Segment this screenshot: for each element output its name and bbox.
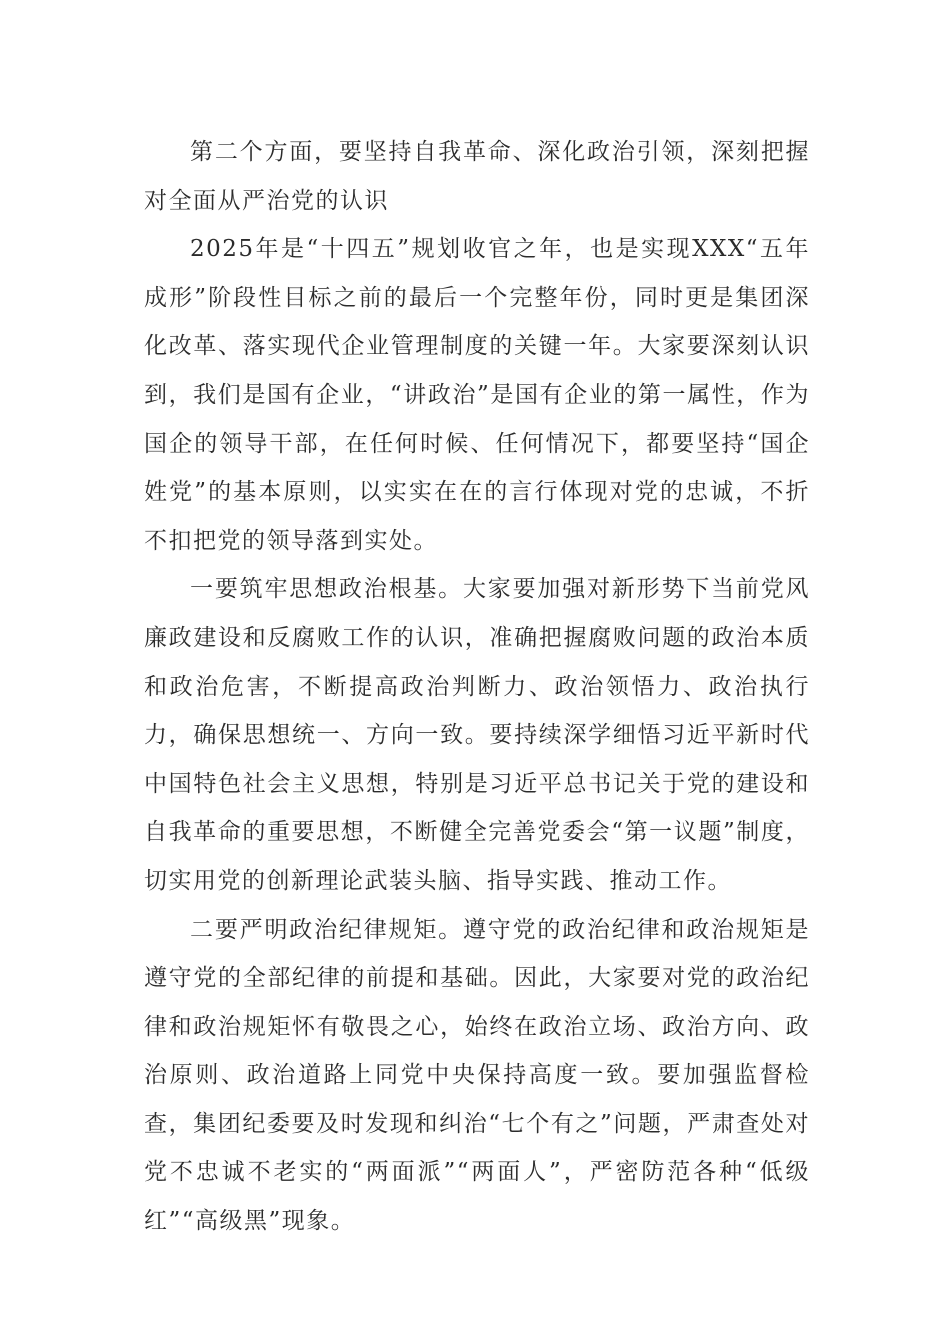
document-body xyxy=(144,128,810,1246)
point-two-paragraph: 二要严明政治纪律规矩。遵守党的政治纪律和政治规矩是遵守党的全部纪律的前提和基础。因此，大家要对党的政治纪律和政治规矩怀有敬畏之心，始终在政治立场、政治方向、政治原则、政治道路上同党中央保持高度一致。要加强监督检查，集团纪委要及时发现和纠治“七个有之”问题，严肃查处对党不忠诚不老实的“两面派”“两面人”，严密防范各种“低级红”“高级黑”现象。 xyxy=(144,916,810,1235)
section-heading-paragraph: 第二个方面，要坚持自我革命、深化政治引领，深刻把握对全面从严治党的认识 xyxy=(144,139,810,214)
point-one-paragraph: 一要筑牢思想政治根基。大家要加强对新形势下当前党风廉政建设和反腐败工作的认识，准确把握腐败问题的政治本质和政治危害，不断提高政治判断力、政治领悟力、政治执行力，确保思想统一、方向一致。要持续深学细悟习近平新时代中国特色社会主义思想，特别是习近平总书记关于党的建设和自我革命的重要思想，不断健全完善党委会“第一议题”制度，切实用党的创新理论武装头脑、指导实践、推动工作。 xyxy=(144,576,810,894)
intro-paragraph: 2025年是“十四五”规划收官之年，也是实现XXX“五年成形”阶段性目标之前的最后一个完整年份，同时更是集团深化改革、落实现代企业管理制度的关键一年。大家要深刻认识到，我们是国有企业，“讲政治”是国有企业的第一属性，作为国企的领导干部，在任何时候、任何情况下，都要坚持“国企姓党”的基本原则，以实实在在的言行体现对党的忠诚，不折不扣把党的领导落到实处。 xyxy=(144,236,810,554)
